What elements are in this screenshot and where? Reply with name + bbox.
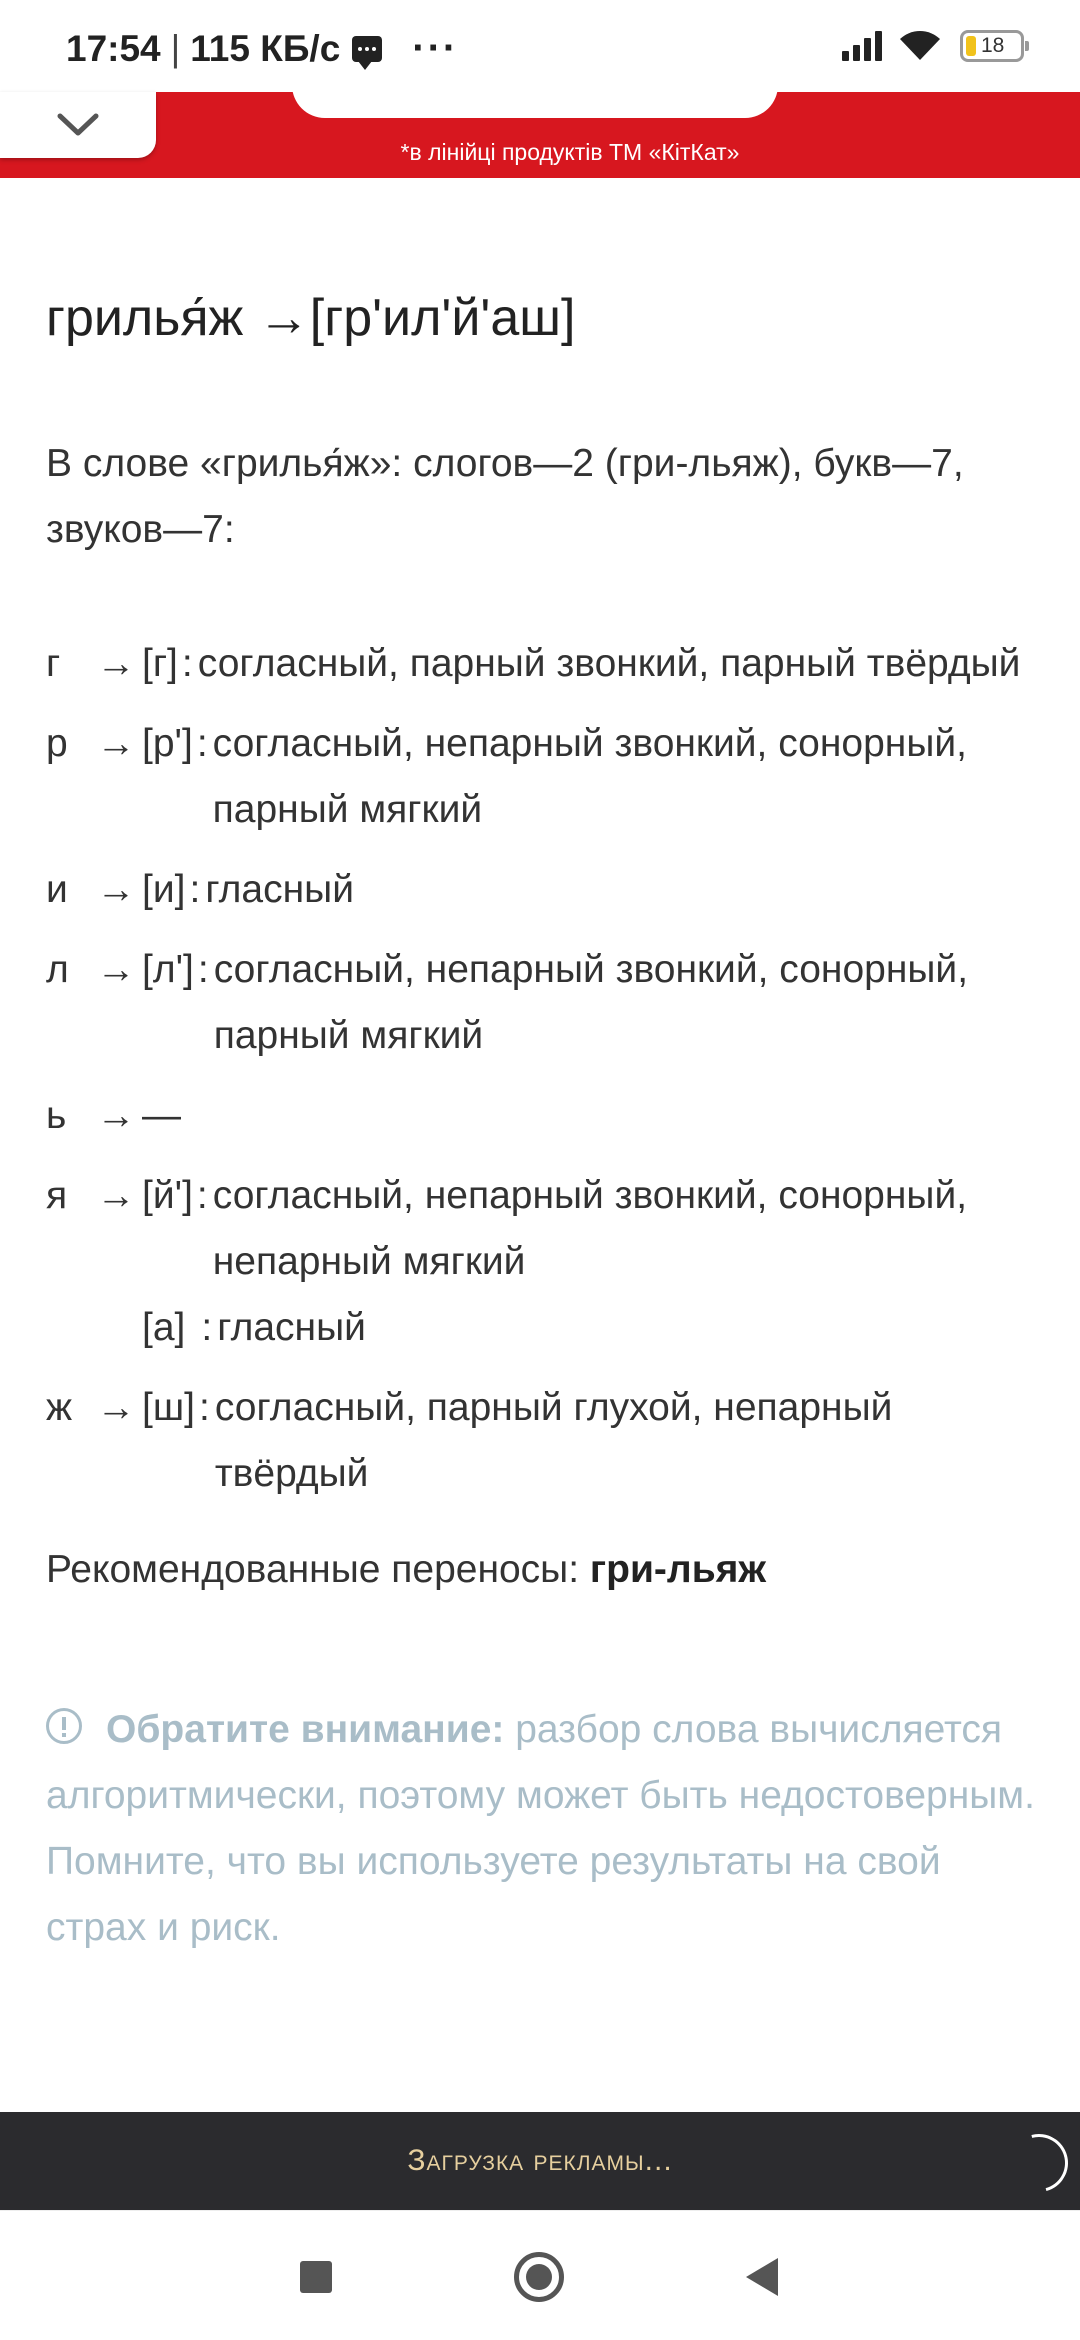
- row-description: согласный, непарный звонкий, сонорный, непарный мягкий: [212, 1174, 968, 1283]
- notice-title: Обратите внимание:: [106, 1708, 505, 1751]
- chevron-down-icon: [56, 112, 100, 138]
- analysis-row: [46, 937, 1036, 1069]
- row-colon: :: [196, 722, 208, 765]
- row-arrow: →: [96, 868, 136, 911]
- row-arrow: →: [96, 948, 136, 991]
- row-sound: [и]: [142, 868, 186, 911]
- more-notifications-icon: ···: [412, 26, 459, 70]
- analysis-row: [46, 711, 1036, 843]
- row-letter: л: [46, 948, 69, 991]
- status-right: [842, 30, 1024, 62]
- row-arrow: →: [96, 1386, 136, 1429]
- status-left: [66, 26, 458, 71]
- top-ad-banner[interactable]: [0, 92, 1080, 178]
- hyphenation-value: гри-льяж: [589, 1548, 767, 1591]
- analysis-row: [46, 631, 1036, 697]
- row-description: [190, 1083, 1036, 1149]
- analysis-row: [46, 1163, 1036, 1295]
- row-arrow: →: [96, 1174, 136, 1217]
- row-letter: ь: [46, 1094, 67, 1137]
- row-letter: г: [46, 642, 61, 685]
- back-button[interactable]: [734, 2249, 790, 2305]
- message-icon: [352, 36, 382, 62]
- word-summary: В слове «грилья́ж»: слогов—2 (гри-льяж), букв—7, звуков—7:: [46, 442, 964, 551]
- word: грилья́ж: [46, 289, 244, 347]
- signal-icon: [842, 31, 882, 61]
- hyphenation-label: Рекомендованные переносы:: [46, 1548, 590, 1591]
- row-sound: —: [142, 1094, 181, 1137]
- row-colon: :: [201, 1306, 213, 1349]
- battery-level: 18: [981, 34, 1005, 57]
- analysis-row: [46, 1295, 1036, 1361]
- row-sound: [ш]: [142, 1386, 195, 1429]
- phonetic-analysis-list: [46, 631, 1036, 1507]
- row-arrow: →: [96, 1094, 136, 1137]
- battery-icon: [960, 30, 1024, 62]
- row-description: согласный, парный звонкий, парный твёрдый: [197, 642, 1021, 685]
- row-sound: [й']: [142, 1174, 193, 1217]
- row-arrow: →: [96, 642, 136, 685]
- ad-note: *в лінійці продуктів ТМ «КітКат»: [400, 139, 740, 165]
- row-sound: [р']: [142, 722, 193, 765]
- word-title: [46, 280, 1036, 356]
- collapse-ad-button[interactable]: [0, 92, 156, 158]
- row-description: согласный, непарный звонкий, сонорный, парный мягкий: [212, 722, 967, 831]
- row-description: согласный, парный глухой, непарный твёрдый: [214, 1386, 893, 1495]
- row-colon: :: [189, 868, 201, 911]
- hyphenation: [46, 1537, 1036, 1603]
- ad-pill-button[interactable]: [292, 92, 778, 118]
- status-separator: |: [170, 27, 181, 69]
- analysis-row: [46, 1083, 1036, 1149]
- triangle-back-icon: [746, 2258, 778, 2296]
- row-description: согласный, непарный звонкий, сонорный, парный мягкий: [213, 948, 969, 1057]
- info-icon: [46, 1708, 82, 1744]
- row-colon: :: [198, 1386, 210, 1429]
- row-colon: :: [196, 1174, 208, 1217]
- row-sound: [г]: [142, 642, 178, 685]
- row-arrow: →: [96, 722, 136, 765]
- status-time: 17:54: [66, 27, 161, 69]
- row-letter: р: [46, 722, 68, 765]
- word-analysis-content: [46, 280, 1036, 1961]
- status-bar: [0, 0, 1080, 96]
- circle-icon: [514, 2252, 564, 2302]
- loading-spinner-icon: [999, 2123, 1078, 2202]
- home-button[interactable]: [511, 2249, 567, 2305]
- row-colon: :: [197, 948, 209, 991]
- row-colon: :: [181, 642, 193, 685]
- title-arrow: →: [257, 289, 310, 347]
- square-icon: [300, 2261, 332, 2293]
- recents-button[interactable]: [288, 2249, 344, 2305]
- row-letter: ж: [46, 1386, 73, 1429]
- notice: [46, 1697, 1036, 1961]
- notice-text: разбор слова вычисляется алгоритмически, поэтому может быть недостоверным. Помните, что вы используете результаты на свой страх и риск.: [46, 1708, 1035, 1949]
- word-transcription: [гр'ил'й'аш]: [309, 289, 576, 347]
- row-sound: [а]: [142, 1306, 186, 1349]
- row-description: гласный: [205, 868, 354, 911]
- row-letter: и: [46, 868, 68, 911]
- row-letter: я: [46, 1174, 68, 1217]
- analysis-row: [46, 857, 1036, 923]
- row-description: гласный: [217, 1306, 366, 1349]
- bottom-ad-loader[interactable]: [0, 2112, 1080, 2210]
- network-speed: 115 КБ/с: [190, 27, 341, 69]
- ad-loading-text: Загрузка рекламы...: [407, 2144, 673, 2177]
- analysis-row: [46, 1375, 1036, 1507]
- system-nav-bar: [0, 2210, 1080, 2340]
- wifi-icon: [898, 30, 942, 62]
- row-sound: [л']: [142, 948, 194, 991]
